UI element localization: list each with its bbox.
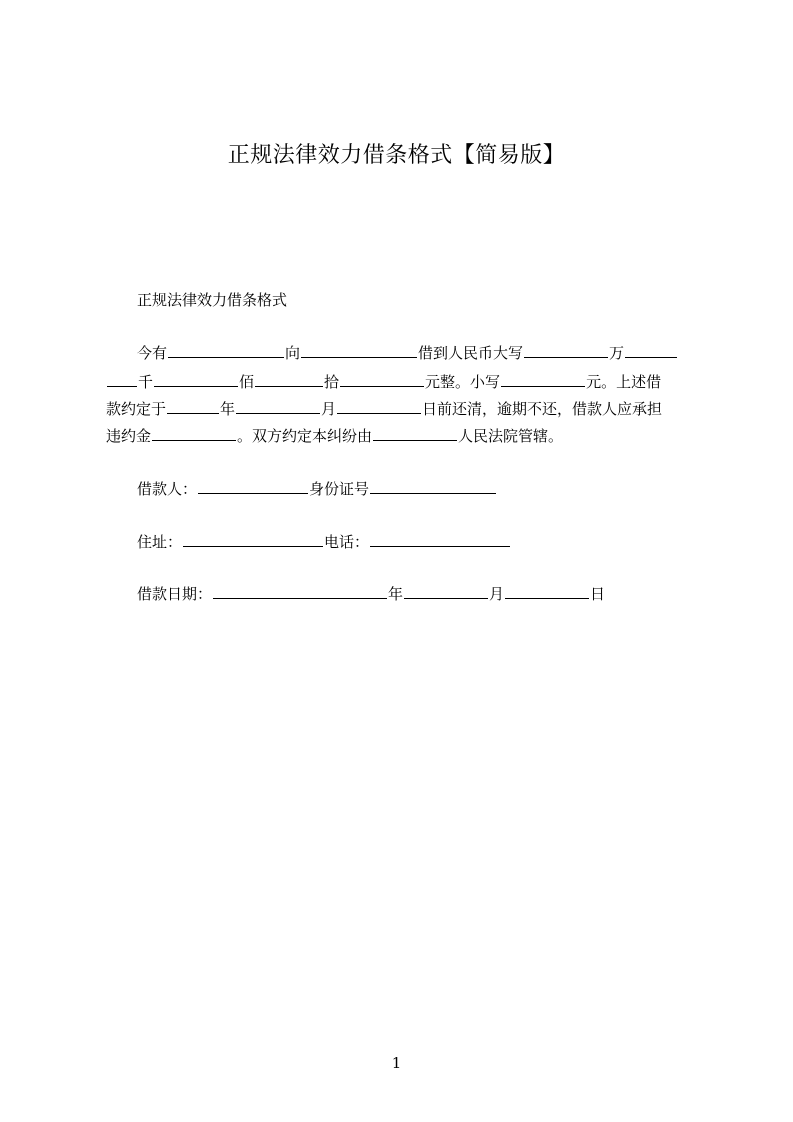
body-text: 拾: [324, 373, 340, 391]
body-text: 万: [609, 344, 625, 362]
date-year: 年: [388, 585, 404, 603]
body-text: 元。上述借: [586, 373, 662, 391]
fill-blank-amount-numeric[interactable]: [501, 372, 585, 387]
fill-blank-loan-day[interactable]: [505, 584, 589, 599]
page-number: 1: [391, 1054, 402, 1072]
body-text: 佰: [239, 373, 255, 391]
contact-line: [137, 532, 511, 552]
phone-label: 电话：: [324, 533, 370, 551]
fill-blank-id-number[interactable]: [370, 479, 496, 494]
body-text: 向: [285, 344, 301, 362]
body-line-4: [106, 426, 563, 446]
subtitle: 正规法律效力借条格式: [137, 291, 288, 309]
borrower-label: 借款人：: [137, 480, 198, 498]
body-line-2: [106, 372, 661, 392]
body-text: 人民法院管辖。: [458, 427, 564, 445]
fill-blank-amount-wan[interactable]: [524, 343, 608, 358]
fill-blank-amount-yuan[interactable]: [340, 372, 424, 387]
fill-blank-borrower-name[interactable]: [198, 479, 308, 494]
fill-blank-loan-month[interactable]: [404, 584, 488, 599]
fill-blank-lender[interactable]: [168, 343, 284, 358]
fill-blank-phone[interactable]: [370, 532, 510, 547]
fill-blank-court[interactable]: [373, 426, 457, 441]
body-text: 款约定于: [106, 400, 167, 418]
date-label: 借款日期：: [137, 585, 213, 603]
page-title: 正规法律效力借条格式【简易版】: [227, 143, 566, 168]
fill-blank-address[interactable]: [183, 532, 323, 547]
fill-blank-due-month[interactable]: [236, 399, 320, 414]
date-day: 日: [590, 585, 606, 603]
body-text: 月: [321, 400, 337, 418]
date-line: [137, 584, 605, 604]
body-text: 日前还清，逾期不还，借款人应承担: [422, 400, 663, 418]
body-line-3: [106, 399, 662, 419]
date-month: 月: [489, 585, 505, 603]
borrower-line: [137, 479, 497, 499]
fill-blank-loan-year[interactable]: [213, 584, 387, 599]
address-label: 住址：: [137, 533, 183, 551]
body-text: 千: [138, 373, 154, 391]
body-text: 违约金: [106, 427, 152, 445]
id-label: 身份证号: [309, 480, 370, 498]
fill-blank-due-year[interactable]: [167, 399, 219, 414]
fill-blank-amount-qian-start[interactable]: [625, 343, 677, 358]
body-text: 元整。小写: [425, 373, 501, 391]
fill-blank-due-day[interactable]: [337, 399, 421, 414]
body-text: 。双方约定本纠纷由: [237, 427, 373, 445]
body-text: 年: [220, 400, 236, 418]
fill-blank-borrower[interactable]: [301, 343, 417, 358]
fill-blank-penalty[interactable]: [152, 426, 236, 441]
body-text: 借到人民币大写: [418, 344, 524, 362]
body-line-1: [137, 343, 678, 363]
fill-blank-amount-qian[interactable]: [107, 372, 137, 387]
fill-blank-amount-shi[interactable]: [255, 372, 323, 387]
fill-blank-amount-bai[interactable]: [154, 372, 238, 387]
body-text: 今有: [137, 344, 168, 362]
